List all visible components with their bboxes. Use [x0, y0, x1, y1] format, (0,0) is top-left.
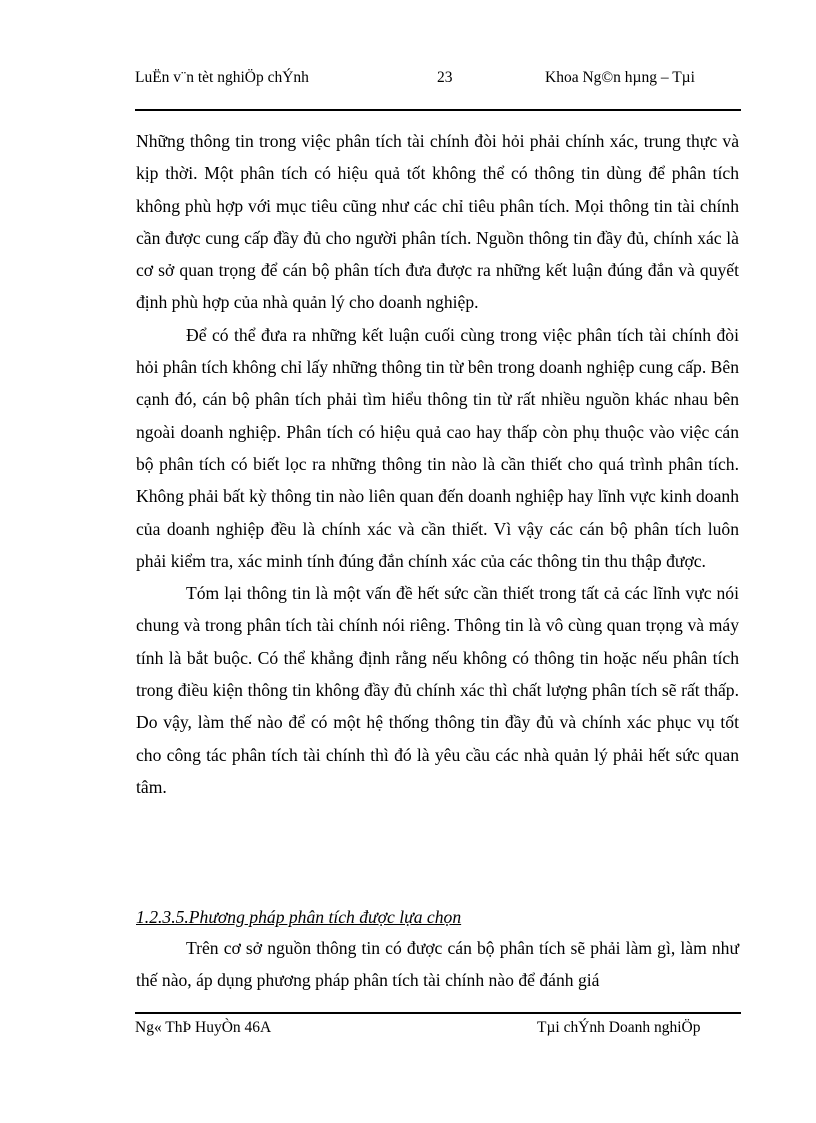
page-footer	[135, 1018, 741, 1058]
section-body	[136, 932, 739, 997]
body-text	[136, 125, 739, 803]
section-heading: 1.2.3.5.Phương pháp phân tích được lựa chọn	[136, 907, 462, 927]
paragraph-1: Những thông tin trong việc phân tích tài chính đòi hỏi phải chính xác, trung thực và kịp thời. Một phân tích có hiệu quả tốt không thể có thông tin dùng để phân tích không phù hợp với mục tiêu cũng như các chỉ tiêu phân tích. Mọi thông tin tài chính cần được cung cấp đầy đủ cho người phân tích. Nguồn thông tin đầy đủ, chính xác là cơ sở quan trọng để cán bộ phân tích đưa được ra những kết luận đúng đắn và quyết định phù hợp của nhà quản lý cho doanh nghiệp.	[136, 131, 739, 313]
page-header	[135, 68, 741, 108]
paragraph-2: Để có thể đưa ra những kết luận cuối cùng trong việc phân tích tài chính đòi hỏi phân tích không chỉ lấy những thông tin từ bên trong doanh nghiệp cung cấp. Bên cạnh đó, cán bộ phân tích phải tìm hiểu thông tin từ rất nhiều nguồn khác nhau bên ngoài doanh nghiệp. Phân tích có hiệu quả cao hay thấp còn phụ thuộc vào việc cán bộ phân tích có biết lọc ra những thông tin nào là cần thiết cho quá trình phân tích. Không phải bất kỳ thông tin nào liên quan đến doanh nghiệp hay lĩnh vực kinh doanh của doanh nghiệp đều là chính xác và cần thiết. Vì vậy các cán bộ phân tích luôn phải kiểm tra, xác minh tính đúng đắn chính xác của các thông tin thu thập được.	[136, 324, 739, 571]
page-number: 23	[437, 69, 453, 86]
section-paragraph: Trên cơ sở nguồn thông tin có được cán bộ phân tích sẽ phải làm gì, làm như thế nào, áp dụng phương pháp phân tích tài chính nào để đánh giá	[136, 938, 739, 991]
header-faculty: Khoa Ng©n hµng – Tµi	[545, 69, 695, 86]
paragraph-3: Tóm lại thông tin là một vấn đề hết sức cần thiết trong tất cả các lĩnh vực nói chung và trong phân tích tài chính nói riêng. Thông tin là vô cùng quan trọng và máy tính là bắt buộc. Có thể khẳng định rằng nếu không có thông tin hoặc nếu phân tích trong điều kiện thông tin không đầy đủ chính xác thì chất lượng phân tích sẽ rất thấp. Do vậy, làm thế nào để có một hệ thống thông tin đầy đủ và chính xác phục vụ tốt cho công tác phân tích tài chính thì đó là yêu cầu các nhà quản lý phải hết sức quan tâm.	[136, 583, 739, 797]
footer-major: Tµi chÝnh Doanh nghiÖp	[537, 1019, 701, 1036]
footer-rule	[135, 1012, 741, 1014]
footer-author: Ng« ThÞ HuyÒn 46A	[135, 1019, 272, 1036]
header-thesis-title: LuËn v¨n tèt nghiÖp chÝnh	[135, 69, 309, 86]
header-rule	[135, 109, 741, 111]
